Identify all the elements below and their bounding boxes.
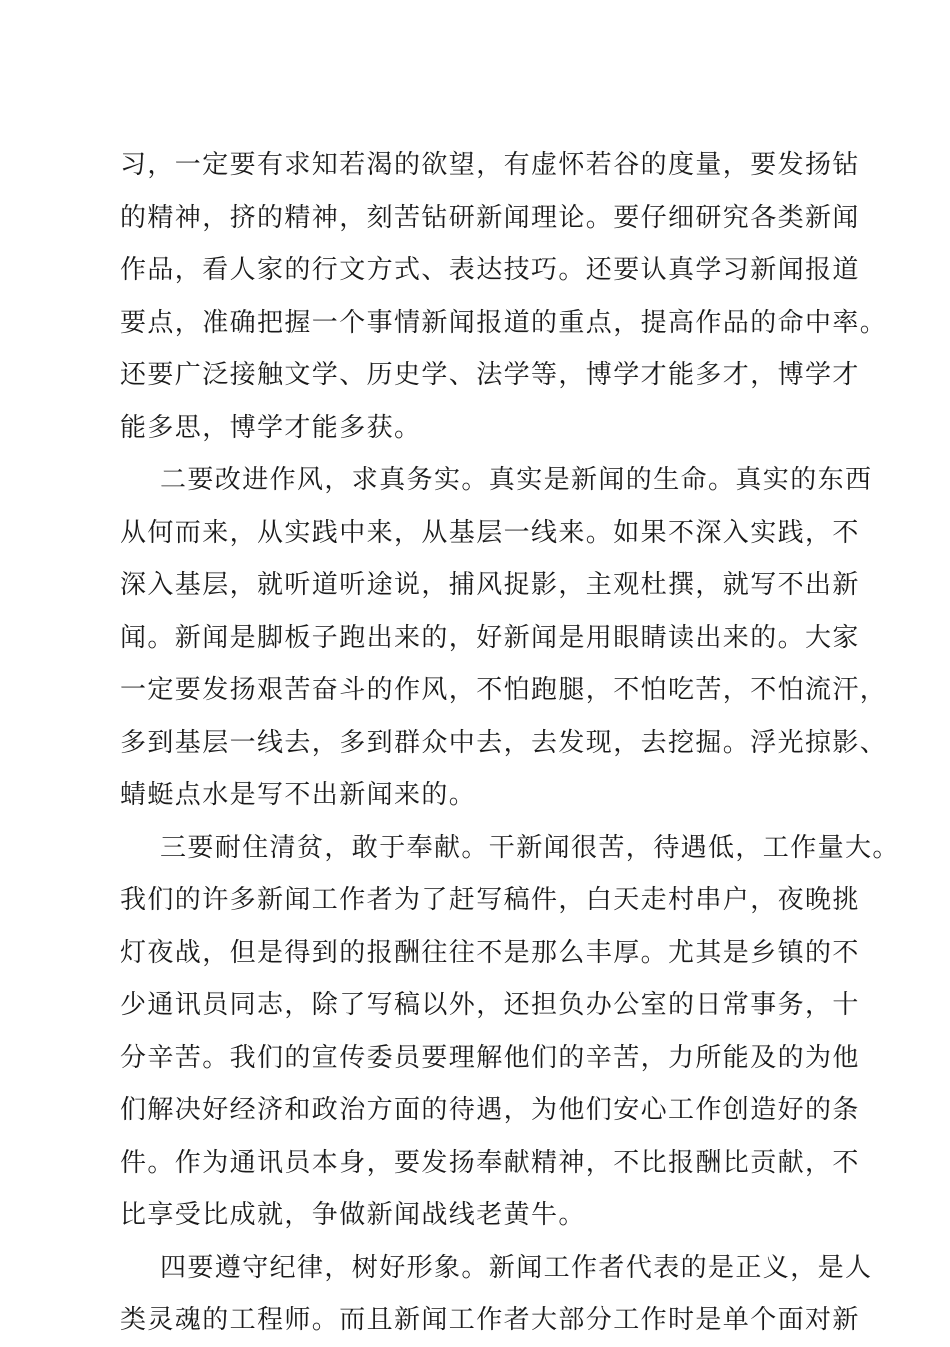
text-line: 们解决好经济和政治方面的待遇，为他们安心工作创造好的条 — [120, 1095, 860, 1125]
paragraph-start-line: 四要遵守纪律，树好形象。新闻工作者代表的是正义，是人 — [160, 1252, 873, 1283]
text-line: 类灵魂的工程师。而且新闻工作者大部分工作时是单个面对新 — [120, 1305, 860, 1335]
text-line: 深入基层，就听道听途说，捕风捉影，主观杜撰，就写不出新 — [120, 570, 860, 600]
text-line: 多到基层一线去，多到群众中去，去发现，去挖掘。浮光掠影、 — [120, 727, 888, 758]
text-line: 能多思，博学才能多获。 — [120, 412, 422, 443]
text-line: 的精神，挤的精神，刻苦钻研新闻理论。要仔细研究各类新闻 — [120, 202, 860, 233]
text-line: 分辛苦。我们的宣传委员要理解他们的辛苦，力所能及的为他 — [120, 1042, 860, 1073]
text-line: 闻。新闻是脚板子跑出来的，好新闻是用眼睛读出来的。大家 — [120, 622, 860, 653]
text-line: 习，一定要有求知若渴的欲望，有虚怀若谷的度量，要发扬钻 — [120, 150, 860, 180]
body-text — [120, 139, 900, 1347]
paragraph-start-line: 二要改进作风，求真务实。真实是新闻的生命。真实的东西 — [160, 465, 873, 495]
text-line: 从何而来，从实践中来，从基层一线来。如果不深入实践，不 — [120, 517, 860, 548]
text-line: 要点，准确把握一个事情新闻报道的重点，提高作品的命中率。 — [120, 307, 888, 338]
text-line: 少通讯员同志，除了写稿以外，还担负办公室的日常事务，十 — [120, 990, 860, 1020]
text-line: 灯夜战，但是得到的报酬往往不是那么丰厚。尤其是乡镇的不 — [120, 937, 860, 968]
paragraph-start-line: 三要耐住清贫，敢于奉献。干新闻很苦，待遇低，工作量大。 — [160, 832, 900, 863]
text-line: 件。作为通讯员本身，要发扬奉献精神，不比报酬比贡献，不 — [120, 1147, 860, 1178]
text-line: 蜻蜓点水是写不出新闻来的。 — [120, 780, 477, 810]
text-line: 我们的许多新闻工作者为了赶写稿件，白天走村串户，夜晚挑 — [120, 885, 860, 915]
text-line: 还要广泛接触文学、历史学、法学等，博学才能多才，博学才 — [120, 360, 860, 390]
text-line: 一定要发扬艰苦奋斗的作风，不怕跑腿，不怕吃苦，不怕流汗， — [120, 675, 888, 705]
text-line: 比享受比成就，争做新闻战线老黄牛。 — [120, 1200, 586, 1230]
text-line: 作品，看人家的行文方式、表达技巧。还要认真学习新闻报道 — [120, 255, 860, 285]
